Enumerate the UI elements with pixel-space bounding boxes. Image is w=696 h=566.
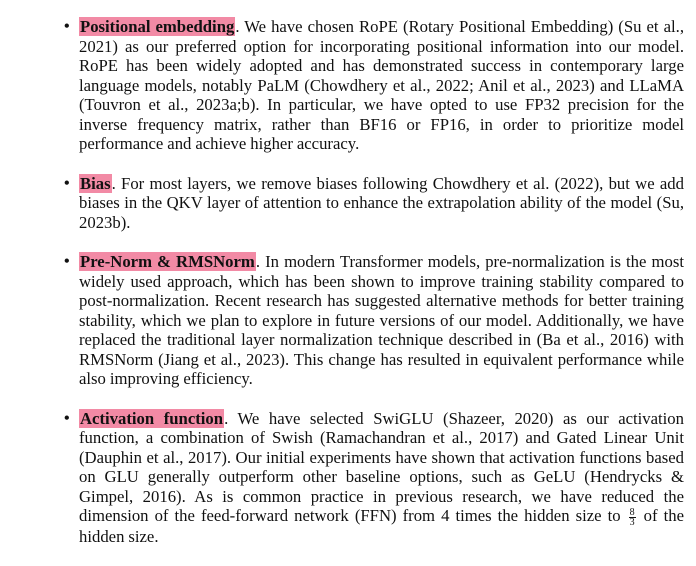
item-tail: of the hidden size.	[79, 506, 685, 546]
fraction-numerator: 8	[629, 506, 635, 518]
bullet-icon: •	[64, 174, 70, 192]
item-body: . In modern Transformer models, pre-normalization is the most widely used approach, which has been shown to improve training stability compared to post-normalization. Recent research has suggested alternative methods for better training stability, which we plan to explore in future versions of our model. Additionally, we have replaced the traditional layer normalization technique described in (Ba et al., 2016) with RMSNorm (Jiang et al., 2023). This change has resulted in equivalent performance while also improving efficiency.	[79, 252, 684, 388]
list-item-pre-norm-rmsnorm	[60, 252, 684, 389]
item-body: . We have selected SwiGLU (Shazeer, 2020) as our activation function, a combination of Swish (Ramachandran et al., 2017) and Gated Linear Unit (Dauphin et al., 2017). Our initial experiments have shown that activation functions based on GLU generally outperform other baseline options, such as GeLU (Hendrycks & Gimpel, 2016). As is common practice in previous research, we have reduced the dimension of the feed-forward network (FFN) from 4 times the hidden size to	[79, 408, 684, 525]
fraction	[629, 508, 636, 527]
item-body: . For most layers, we remove biases following Chowdhery et al. (2022), but we add biases in the QKV layer of attention to enhance the extrapolation ability of the model (Su, 2023b).	[79, 173, 684, 232]
fraction-denominator: 3	[629, 516, 635, 528]
highlighted-term: Activation function	[80, 408, 224, 428]
bullet-icon: •	[64, 18, 70, 35]
highlighted-term: Pre-Norm & RMSNorm	[80, 252, 255, 271]
list-item-positional-embedding	[60, 17, 684, 154]
bullet-list	[60, 17, 684, 566]
item-body: . We have chosen RoPE (Rotary Positional Embedding) (Su et al., 2021) as our preferred option for incorporating positional information into our model. RoPE has been widely adopted and has demonstrated success in contemporary large language models, notably PaLM (Chowdhery et al., 2022; Anil et al., 2023) and LLaMA (Touvron et al., 2023a;b). In particular, we have opted to use FP32 precision for the inverse frequency matrix, rather than BF16 or FP16, in order to prioritize model performance and achieve higher accuracy.	[79, 17, 684, 153]
list-item-activation-function	[60, 409, 684, 547]
list-item-bias	[60, 174, 684, 233]
highlighted-term: Bias	[80, 173, 111, 193]
highlighted-term: Positional embedding	[80, 17, 235, 36]
bullet-icon: •	[64, 253, 70, 270]
bullet-icon: •	[64, 409, 70, 427]
